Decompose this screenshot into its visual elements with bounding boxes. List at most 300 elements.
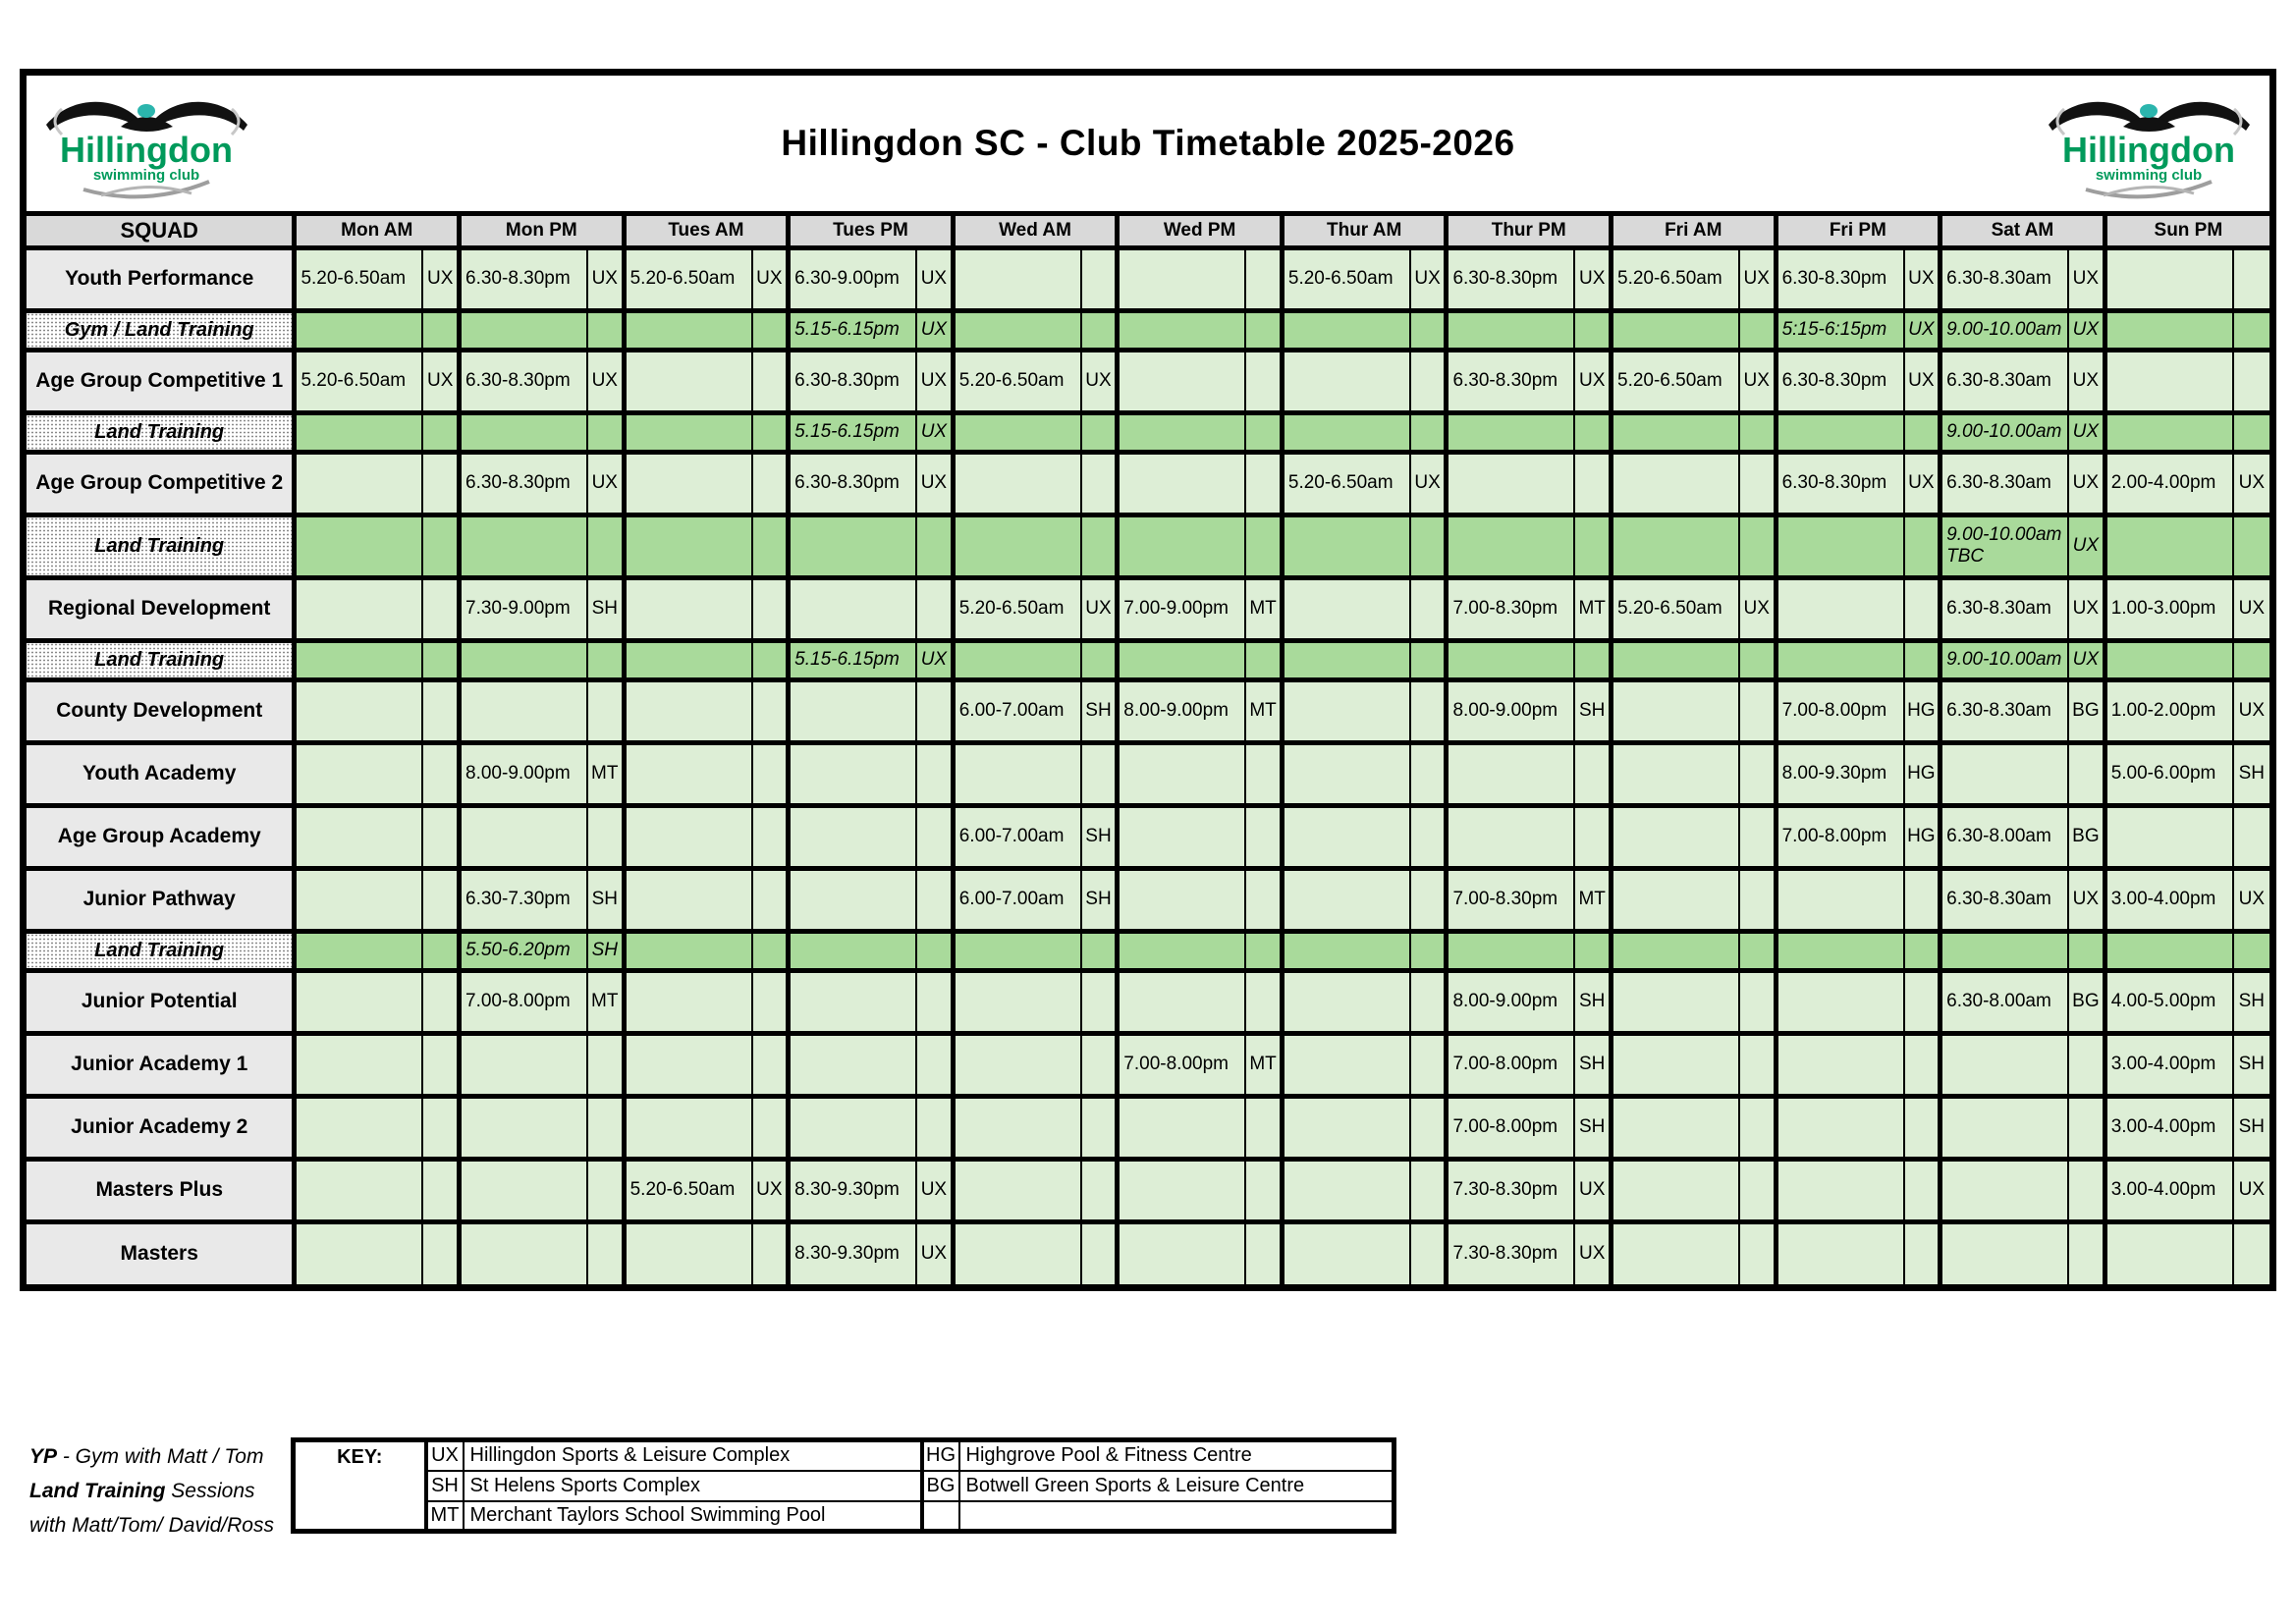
key-table [291,1437,1396,1534]
session-time-cell [1447,514,1574,577]
session-venue-cell [1410,931,1447,970]
timetable-row [27,577,2269,640]
session-venue-cell: UX [1574,1221,1611,1284]
session-venue-cell: SH [1574,679,1611,742]
session-time-cell [789,805,916,868]
session-time-cell [624,1096,751,1159]
session-venue-cell: UX [2233,868,2269,931]
session-venue-cell [1245,640,1282,679]
timetable-row [27,805,2269,868]
session-venue-cell [916,1033,953,1096]
session-time-cell: 5.15-6.15pm [789,412,916,452]
session-venue-cell [1904,931,1941,970]
session-venue-cell [1574,452,1611,514]
session-time-cell: 7.00-8.00pm [460,970,587,1033]
day-column-header: Wed PM [1118,216,1283,247]
session-venue-cell [1245,350,1282,412]
session-venue-cell: UX [1574,247,1611,310]
day-column-header: Tues AM [624,216,789,247]
session-venue-cell [1574,805,1611,868]
day-column-header: Mon AM [295,216,460,247]
session-venue-cell [1904,1221,1941,1284]
session-time-cell [460,805,587,868]
session-time-cell [624,310,751,350]
session-venue-cell [1245,742,1282,805]
session-time-cell: 6.30-8.30am [1941,577,2068,640]
session-time-cell [624,931,751,970]
session-time-cell [953,412,1080,452]
timetable-row [27,247,2269,310]
timetable-row [27,1159,2269,1221]
session-venue-cell: UX [587,247,624,310]
session-venue-cell [1904,577,1941,640]
session-venue-cell: SH [1081,679,1118,742]
day-column-header: Fri AM [1612,216,1777,247]
session-venue-cell [2068,1159,2105,1221]
session-time-cell: 7.00-9.00pm [1118,577,1245,640]
session-time-cell [1776,1221,1903,1284]
session-time-cell [1447,412,1574,452]
session-venue-cell [916,1096,953,1159]
timetable-sheet [20,69,2276,1291]
session-venue-cell: UX [752,247,789,310]
session-time-cell: 1.00-3.00pm [2105,577,2232,640]
session-venue-cell [1410,805,1447,868]
session-time-cell [953,1033,1080,1096]
session-time-cell [1118,412,1245,452]
session-time-cell: 5.20-6.50am [953,577,1080,640]
session-time-cell [1612,679,1739,742]
club-logo-right [2039,83,2260,203]
day-column-header: Tues PM [789,216,954,247]
timetable-row [27,679,2269,742]
session-venue-cell: SH [1081,868,1118,931]
squad-name-cell: Junior Pathway [27,868,295,931]
squad-name-cell: Land Training [27,640,295,679]
key-code-cell: MT [426,1501,464,1532]
session-time-cell [789,514,916,577]
session-time-cell: 7.00-8.30pm [1447,868,1574,931]
session-time-cell [1282,350,1409,412]
session-time-cell [953,514,1080,577]
session-time-cell [1118,640,1245,679]
session-venue-cell [1410,1033,1447,1096]
session-time-cell [460,310,587,350]
session-venue-cell [1739,970,1776,1033]
session-venue-cell [1904,1096,1941,1159]
session-time-cell [1612,1033,1739,1096]
session-venue-cell [1574,931,1611,970]
session-venue-cell [1081,742,1118,805]
session-venue-cell [2068,1096,2105,1159]
session-venue-cell [1739,679,1776,742]
session-venue-cell [422,742,459,805]
session-time-cell [1282,640,1409,679]
session-venue-cell [1245,1159,1282,1221]
session-time-cell [953,742,1080,805]
squad-column-header: SQUAD [27,216,295,247]
key-code-cell: UX [426,1440,464,1471]
logo-subtitle: swimming club [92,167,200,184]
squad-name-cell: Age Group Academy [27,805,295,868]
session-venue-cell [1245,868,1282,931]
session-time-cell [789,970,916,1033]
session-time-cell [1118,931,1245,970]
session-time-cell: 6.30-8.30am [1941,452,2068,514]
key-code-cell: HG [922,1440,959,1471]
session-time-cell [953,247,1080,310]
session-time-cell [1612,310,1739,350]
session-time-cell [1941,1221,2068,1284]
session-time-cell [624,805,751,868]
session-venue-cell: UX [1904,350,1941,412]
session-time-cell [460,514,587,577]
session-time-cell [1612,640,1739,679]
session-time-cell [2105,931,2232,970]
squad-name-cell: County Development [27,679,295,742]
footnote-line: YP - Gym with Matt / Tom [29,1445,264,1468]
session-time-cell: 8.30-9.30pm [789,1159,916,1221]
session-venue-cell: MT [1245,1033,1282,1096]
session-venue-cell [1410,640,1447,679]
squad-name-cell: Land Training [27,412,295,452]
session-venue-cell: UX [916,310,953,350]
squad-name-cell: Junior Potential [27,970,295,1033]
session-venue-cell [422,577,459,640]
session-time-cell [1612,742,1739,805]
session-venue-cell [752,577,789,640]
session-time-cell: 7.00-8.00pm [1118,1033,1245,1096]
session-time-cell: 6.30-9.00pm [789,247,916,310]
footnotes [29,1439,274,1543]
session-venue-cell [587,1096,624,1159]
session-time-cell [1776,412,1903,452]
session-venue-cell [1410,350,1447,412]
session-venue-cell [752,931,789,970]
session-time-cell [2105,310,2232,350]
session-time-cell [953,452,1080,514]
session-time-cell [1282,1221,1409,1284]
session-time-cell: 6.30-8.30am [1941,350,2068,412]
session-time-cell [1118,970,1245,1033]
session-time-cell [1941,1033,2068,1096]
logo-wordmark: Hillingdon [60,130,233,170]
squad-name-cell: Age Group Competitive 2 [27,452,295,514]
session-time-cell [624,1033,751,1096]
session-venue-cell: SH [2233,1033,2269,1096]
session-venue-cell [422,868,459,931]
day-column-header: Sun PM [2105,216,2269,247]
session-venue-cell [2233,247,2269,310]
session-time-cell [624,577,751,640]
session-venue-cell [1081,931,1118,970]
key-code-cell: SH [426,1471,464,1501]
timetable-header-row [27,216,2269,247]
session-venue-cell: SH [2233,970,2269,1033]
session-venue-cell [422,412,459,452]
session-venue-cell [2233,805,2269,868]
session-venue-cell [2233,640,2269,679]
session-time-cell [1282,310,1409,350]
session-venue-cell: UX [916,350,953,412]
session-time-cell: 6.30-8.30am [1941,247,2068,310]
session-time-cell: 6.30-7.30pm [460,868,587,931]
session-venue-cell [916,868,953,931]
session-venue-cell: SH [1574,970,1611,1033]
session-venue-cell [1410,1221,1447,1284]
session-venue-cell [422,931,459,970]
session-venue-cell: SH [1574,1033,1611,1096]
session-venue-cell: UX [2233,577,2269,640]
session-venue-cell: SH [1081,805,1118,868]
session-time-cell [1118,805,1245,868]
session-time-cell [789,931,916,970]
session-time-cell: 6.30-8.30pm [789,452,916,514]
session-time-cell [1282,514,1409,577]
session-venue-cell: UX [2233,679,2269,742]
session-time-cell [624,412,751,452]
session-time-cell [1776,1096,1903,1159]
squad-name-cell: Junior Academy 2 [27,1096,295,1159]
session-venue-cell [1739,640,1776,679]
session-venue-cell [1245,452,1282,514]
session-time-cell: 6.30-8.00am [1941,970,2068,1033]
session-venue-cell [587,805,624,868]
day-column-header: Mon PM [460,216,625,247]
club-logo-left [36,83,257,203]
session-venue-cell [587,310,624,350]
session-time-cell [2105,640,2232,679]
session-time-cell [953,1221,1080,1284]
session-time-cell: 5:15-6:15pm [1776,310,1903,350]
session-time-cell [624,868,751,931]
session-time-cell: 5.20-6.50am [1282,247,1409,310]
session-time-cell [1447,742,1574,805]
timetable-row [27,1221,2269,1284]
session-time-cell [1612,1159,1739,1221]
session-time-cell: 5.15-6.15pm [789,310,916,350]
session-venue-cell: MT [1574,577,1611,640]
session-venue-cell: MT [587,970,624,1033]
session-venue-cell [1081,514,1118,577]
session-time-cell [624,514,751,577]
session-time-cell: 5.15-6.15pm [789,640,916,679]
session-time-cell: 6.30-8.30am [1941,868,2068,931]
session-time-cell [1941,1159,2068,1221]
session-time-cell: 6.00-7.00am [953,868,1080,931]
squad-name-cell: Land Training [27,514,295,577]
session-venue-cell: HG [1904,805,1941,868]
session-venue-cell [422,970,459,1033]
session-venue-cell [2068,1033,2105,1096]
session-venue-cell: UX [1904,310,1941,350]
session-time-cell [1282,1033,1409,1096]
session-time-cell: 7.00-8.00pm [1776,679,1903,742]
session-time-cell: 5.20-6.50am [295,247,422,310]
session-time-cell [1776,970,1903,1033]
session-venue-cell [1574,742,1611,805]
session-venue-cell: SH [2233,742,2269,805]
session-venue-cell: UX [1410,247,1447,310]
session-time-cell [295,868,422,931]
session-venue-cell [422,1096,459,1159]
session-time-cell [789,742,916,805]
session-time-cell [460,1221,587,1284]
session-time-cell [295,577,422,640]
session-time-cell [953,640,1080,679]
session-venue-cell: UX [587,452,624,514]
session-time-cell [1282,1096,1409,1159]
session-venue-cell [1245,514,1282,577]
session-time-cell: 2.00-4.00pm [2105,452,2232,514]
session-time-cell [1612,514,1739,577]
day-column-header: Thur AM [1282,216,1447,247]
session-venue-cell: UX [1081,350,1118,412]
squad-name-cell: Masters Plus [27,1159,295,1221]
session-venue-cell: UX [2068,514,2105,577]
session-venue-cell: UX [1904,247,1941,310]
timetable-row [27,931,2269,970]
session-venue-cell [916,805,953,868]
session-time-cell [1118,742,1245,805]
session-venue-cell [1904,1159,1941,1221]
session-time-cell [1776,931,1903,970]
session-venue-cell [587,640,624,679]
session-venue-cell [1904,1033,1941,1096]
squad-name-cell: Youth Academy [27,742,295,805]
session-venue-cell: UX [916,640,953,679]
session-venue-cell [1410,970,1447,1033]
session-venue-cell: UX [1081,577,1118,640]
session-venue-cell: SH [2233,1096,2269,1159]
session-time-cell [1282,742,1409,805]
session-venue-cell [1081,452,1118,514]
session-time-cell [1118,1096,1245,1159]
session-time-cell [624,970,751,1033]
session-venue-cell [422,514,459,577]
session-time-cell [1612,970,1739,1033]
session-venue-cell: UX [1739,577,1776,640]
squad-name-cell: Junior Academy 1 [27,1033,295,1096]
session-time-cell: 9.00-10.00am TBC [1941,514,2068,577]
key-venue-name-cell [959,1501,1394,1532]
session-time-cell: 9.00-10.00am [1941,640,2068,679]
session-venue-cell: UX [2068,640,2105,679]
session-time-cell [953,970,1080,1033]
session-time-cell [1447,310,1574,350]
key-label: KEY: [294,1440,426,1532]
page-title: Hillingdon SC - Club Timetable 2025-2026 [781,123,1515,163]
session-time-cell: 7.00-8.00pm [1447,1096,1574,1159]
session-venue-cell [1245,310,1282,350]
session-venue-cell [1410,577,1447,640]
session-time-cell [789,1033,916,1096]
session-time-cell [953,931,1080,970]
session-venue-cell: UX [2068,350,2105,412]
session-time-cell: 5.50-6.20pm [460,931,587,970]
session-venue-cell [1245,1221,1282,1284]
session-venue-cell [2233,514,2269,577]
session-time-cell [624,679,751,742]
timetable-table [27,216,2269,1284]
timetable-row [27,514,2269,577]
session-time-cell [2105,805,2232,868]
session-time-cell: 6.30-8.30pm [1776,247,1903,310]
session-venue-cell [1410,742,1447,805]
session-venue-cell [1081,1221,1118,1284]
session-time-cell [1776,1159,1903,1221]
session-time-cell [1776,514,1903,577]
session-time-cell: 5.20-6.50am [624,1159,751,1221]
key-venue-name-cell: Hillingdon Sports & Leisure Complex [464,1440,922,1471]
timetable-row [27,1033,2269,1096]
key-code-cell: BG [922,1471,959,1501]
session-venue-cell [2233,1221,2269,1284]
session-time-cell [460,1033,587,1096]
session-venue-cell: MT [1245,679,1282,742]
session-venue-cell [587,1159,624,1221]
session-time-cell [1612,868,1739,931]
key-venue-name-cell: St Helens Sports Complex [464,1471,922,1501]
session-venue-cell [1739,805,1776,868]
session-time-cell [1612,1221,1739,1284]
session-venue-cell [752,742,789,805]
session-venue-cell: UX [2068,412,2105,452]
session-venue-cell [587,514,624,577]
session-time-cell: 6.30-8.30pm [1447,350,1574,412]
session-time-cell [1118,868,1245,931]
session-venue-cell [1081,970,1118,1033]
session-time-cell [1118,1159,1245,1221]
session-venue-cell: UX [2068,247,2105,310]
session-venue-cell [1410,1159,1447,1221]
session-time-cell [624,640,751,679]
footnote-line: with Matt/Tom/ David/Ross [29,1514,274,1537]
session-venue-cell [2233,310,2269,350]
session-venue-cell [916,970,953,1033]
session-time-cell [460,412,587,452]
session-time-cell [953,310,1080,350]
session-venue-cell: UX [2068,310,2105,350]
session-venue-cell [422,310,459,350]
session-venue-cell: UX [2068,868,2105,931]
session-time-cell: 6.30-8.30am [1941,679,2068,742]
session-time-cell: 5.20-6.50am [1282,452,1409,514]
session-venue-cell [752,970,789,1033]
session-venue-cell [1574,514,1611,577]
session-venue-cell: UX [587,350,624,412]
session-venue-cell [916,514,953,577]
session-venue-cell [752,1096,789,1159]
session-venue-cell: MT [587,742,624,805]
session-venue-cell [1245,931,1282,970]
session-time-cell: 6.00-7.00am [953,679,1080,742]
session-venue-cell: MT [1574,868,1611,931]
squad-name-cell: Age Group Competitive 1 [27,350,295,412]
session-venue-cell [752,452,789,514]
session-venue-cell [1410,679,1447,742]
key-row [294,1471,1394,1501]
session-venue-cell [1574,310,1611,350]
session-venue-cell [1739,452,1776,514]
session-time-cell [1776,1033,1903,1096]
session-time-cell [1612,931,1739,970]
session-time-cell [624,452,751,514]
session-venue-cell [1904,868,1941,931]
session-venue-cell [422,640,459,679]
session-time-cell: 5.20-6.50am [1612,577,1739,640]
session-time-cell: 5.20-6.50am [1612,247,1739,310]
